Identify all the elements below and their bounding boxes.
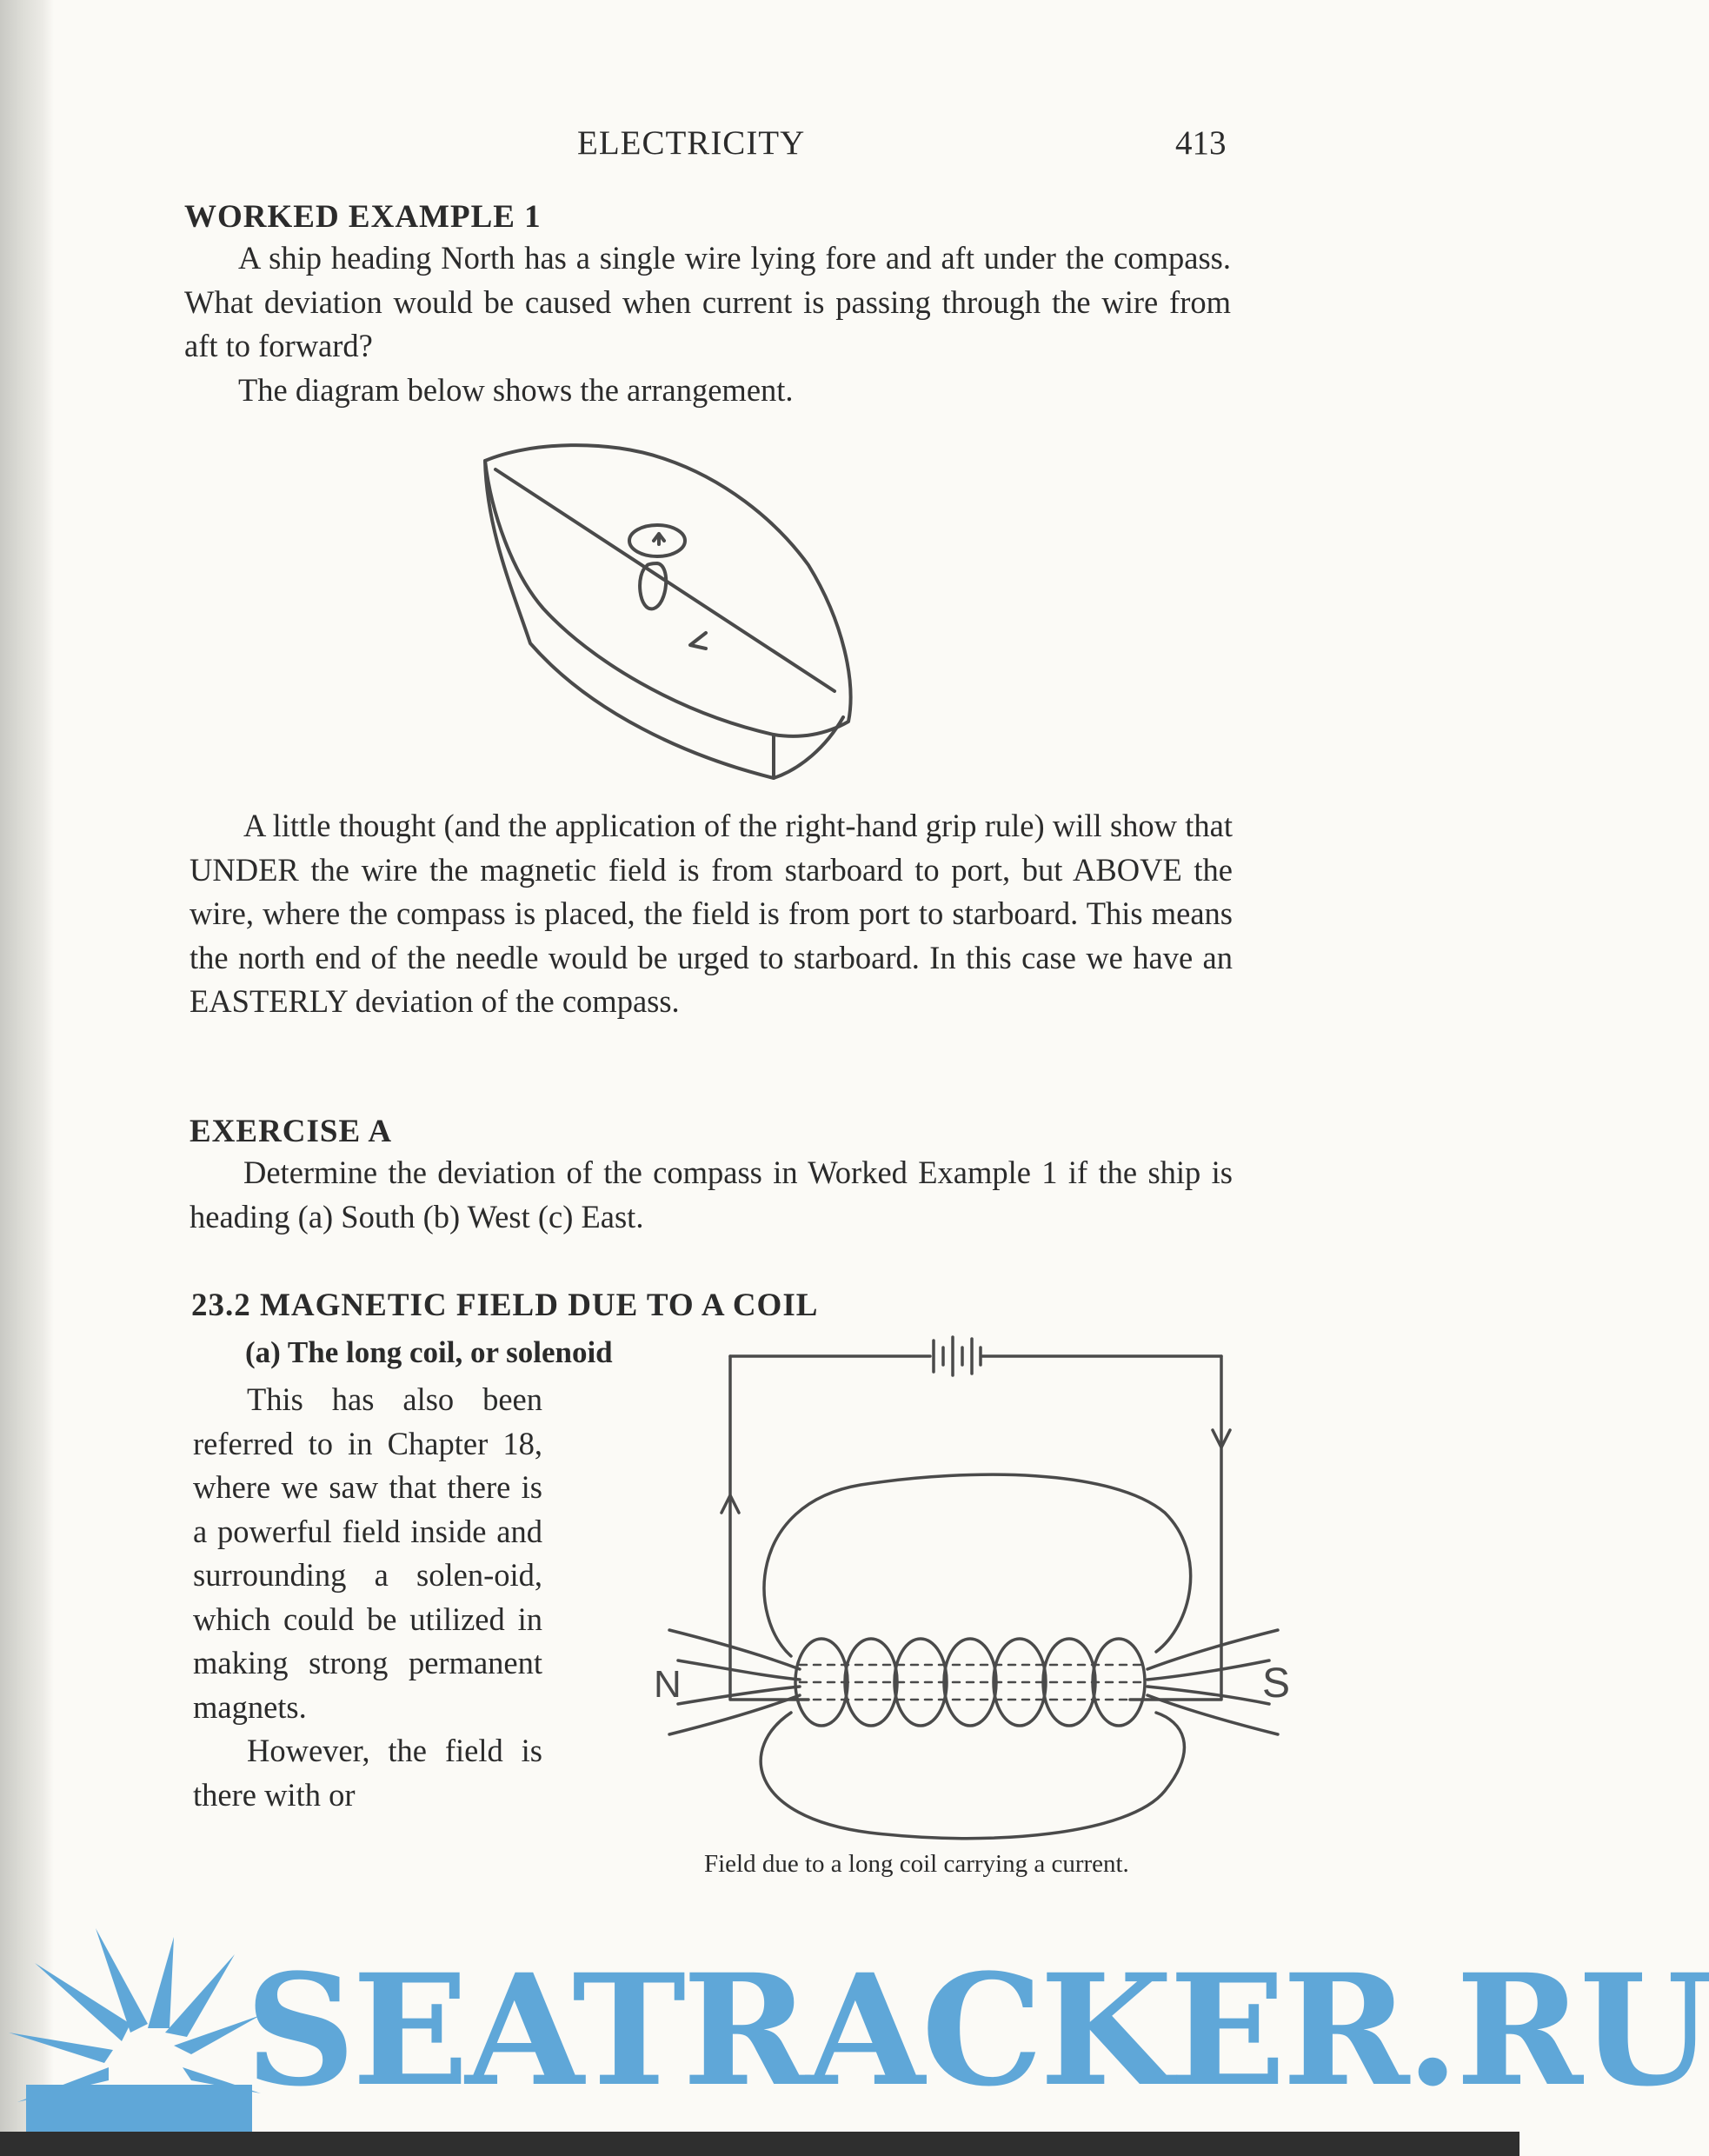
explanation-paragraph [190,804,1233,1024]
bottom-edge-bar [0,2132,1519,2156]
solenoid-paragraph-2: However, the field is there with or [193,1733,542,1813]
north-pole-label: N [654,1663,682,1706]
worked-example-diagram-intro: The diagram below shows the arrangement. [238,371,794,408]
solenoid-paragraph-1: This has also been referred to in Chapter 18, where we saw that there is a powerful field inside and surrounding a solen-oid, which could be utilized in making strong permanent magnets. [193,1381,542,1725]
compass-stand [640,563,666,609]
exercise-heading: EXERCISE A [190,1114,393,1149]
field-loop-bottom [761,1713,1184,1839]
ship-deck-outline [485,445,851,736]
book-spine-shadow [0,0,54,2156]
worked-example-question: A ship heading North has a single wire lying fore and aft under the compass. What deviation would be caused when current is passing through the wire from aft to forward? [184,240,1231,363]
watermark-text: SEATRACKER.RU [245,1940,1709,2120]
exercise-text: Determine the deviation of the compass in Worked Example 1 if the ship is heading (a) South (b) West (c) East. [190,1155,1233,1234]
worked-example-text [184,236,1231,412]
circuit-left-wire [730,1356,808,1700]
solenoid-field-diagram [643,1330,1321,1852]
solenoid-text-column [193,1378,542,1817]
running-head: ELECTRICITY [577,124,806,162]
ship-wire-diagram [461,435,878,800]
south-pole-label: S [1262,1660,1291,1707]
section-heading: 23.2 MAGNETIC FIELD DUE TO A COIL [191,1288,819,1323]
battery-symbol [934,1337,981,1375]
explanation-text: A little thought (and the application of the right-hand grip rule) will show that UNDER the wire the magnetic field is from starboard to port, but ABOVE the wire, where the compass is placed, the field is from port to starboard. This means the north end of the needle would be urged to starboard. In this case we have an EASTERLY deviation of the compass. [190,808,1233,1019]
worked-example-heading: WORKED EXAMPLE 1 [184,199,542,235]
compass-needle-arrow [654,534,664,544]
field-loop-top [764,1474,1191,1656]
page-number: 413 [1175,124,1227,162]
figure-caption: Field due to a long coil carrying a current. [704,1850,1129,1878]
internal-field-lines [800,1665,1143,1700]
section-subheading: (a) The long coil, or solenoid [245,1335,613,1369]
current-direction-arrow [690,633,706,649]
ship-hull-side [485,461,843,778]
exercise-paragraph [190,1151,1233,1239]
